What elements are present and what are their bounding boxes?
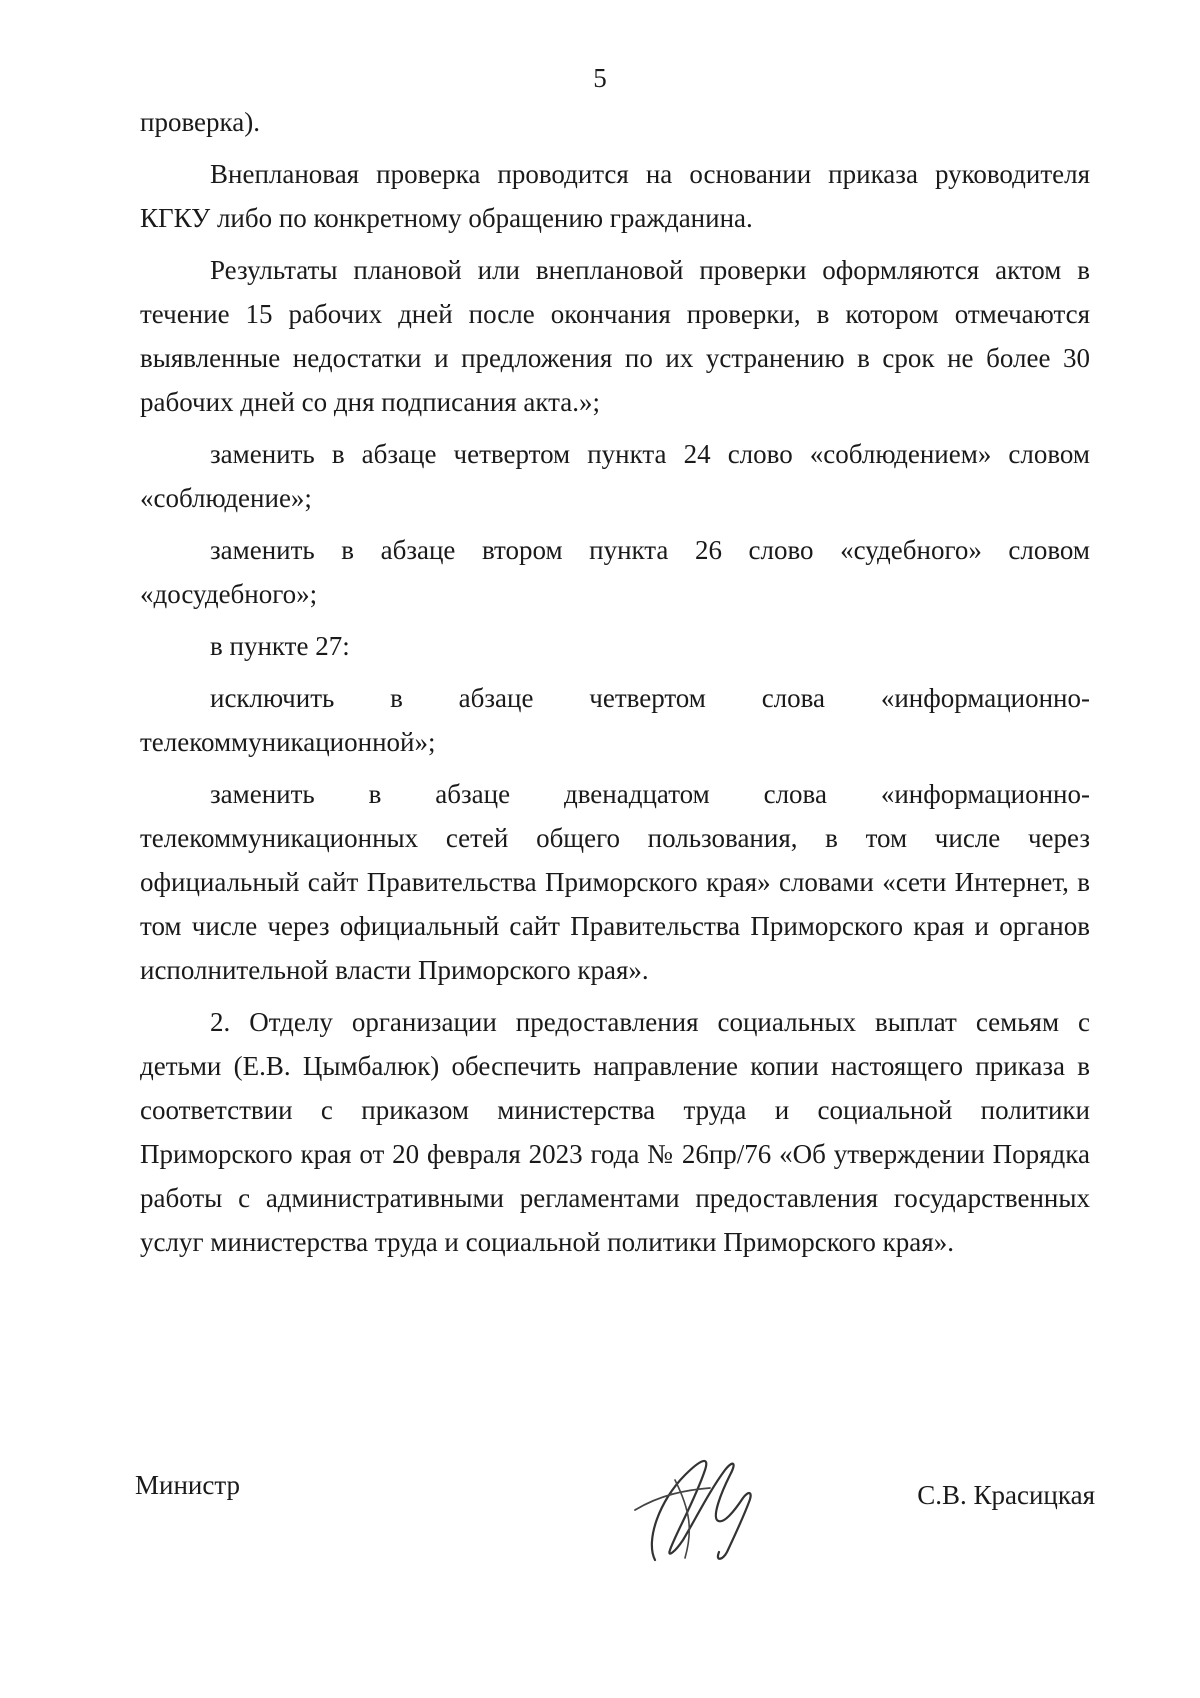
handwritten-signature	[615, 1440, 805, 1570]
signatory-title: Министр	[135, 1470, 240, 1500]
paragraph-amend-point-26: заменить в абзаце втором пункта 26 слово «судебного» словом «досудебного»;	[140, 535, 1090, 609]
paragraph-inspection-results: Результаты плановой или внеплановой проверки оформляются актом в течение 15 рабочих дней после окончания проверки, в котором отмечаются выявленные недостатки и предложения по их устранению в срок не более 30 рабочих дней со дня подписания акта.»;	[140, 255, 1090, 417]
signature-block	[135, 1440, 1095, 1590]
paragraph-continuation: проверка).	[140, 107, 260, 137]
paragraph-exclude-words: исключить в абзаце четвертом слова «информационно-телекоммуникационной»;	[140, 683, 1090, 757]
paragraph-point-27-heading: в пункте 27:	[210, 631, 350, 661]
signatory-name: С.В. Красицкая	[917, 1480, 1095, 1510]
paragraph-replace-words: заменить в абзаце двенадцатом слова «информационно-телекоммуникационных сетей общего пользования, в том числе через официальный сайт Правительства Приморского края» словами «сети Интернет, в том числе через официальный сайт Правительства Приморского края и органов исполнительной власти Приморского края».	[140, 779, 1090, 985]
document-body	[140, 100, 1090, 1272]
paragraph-amend-point-24: заменить в абзаце четвертом пункта 24 слово «соблюдением» словом «соблюдение»;	[140, 439, 1090, 513]
page-number: 5	[593, 63, 607, 93]
paragraph-unscheduled-inspection: Внеплановая проверка проводится на основании приказа руководителя КГКУ либо по конкретному обращению гражданина.	[140, 159, 1090, 233]
paragraph-order-item-2: 2. Отделу организации предоставления социальных выплат семьям с детьми (Е.В. Цымбалюк) обеспечить направление копии настоящего приказа в соответствии с приказом министерства труда и социальной политики Приморского края от 20 февраля 2023 года № 26пр/76 «Об утверждении Порядка работы с административными регламентами предоставления государственных услуг министерства труда и социальной политики Приморского края».	[140, 1007, 1090, 1257]
